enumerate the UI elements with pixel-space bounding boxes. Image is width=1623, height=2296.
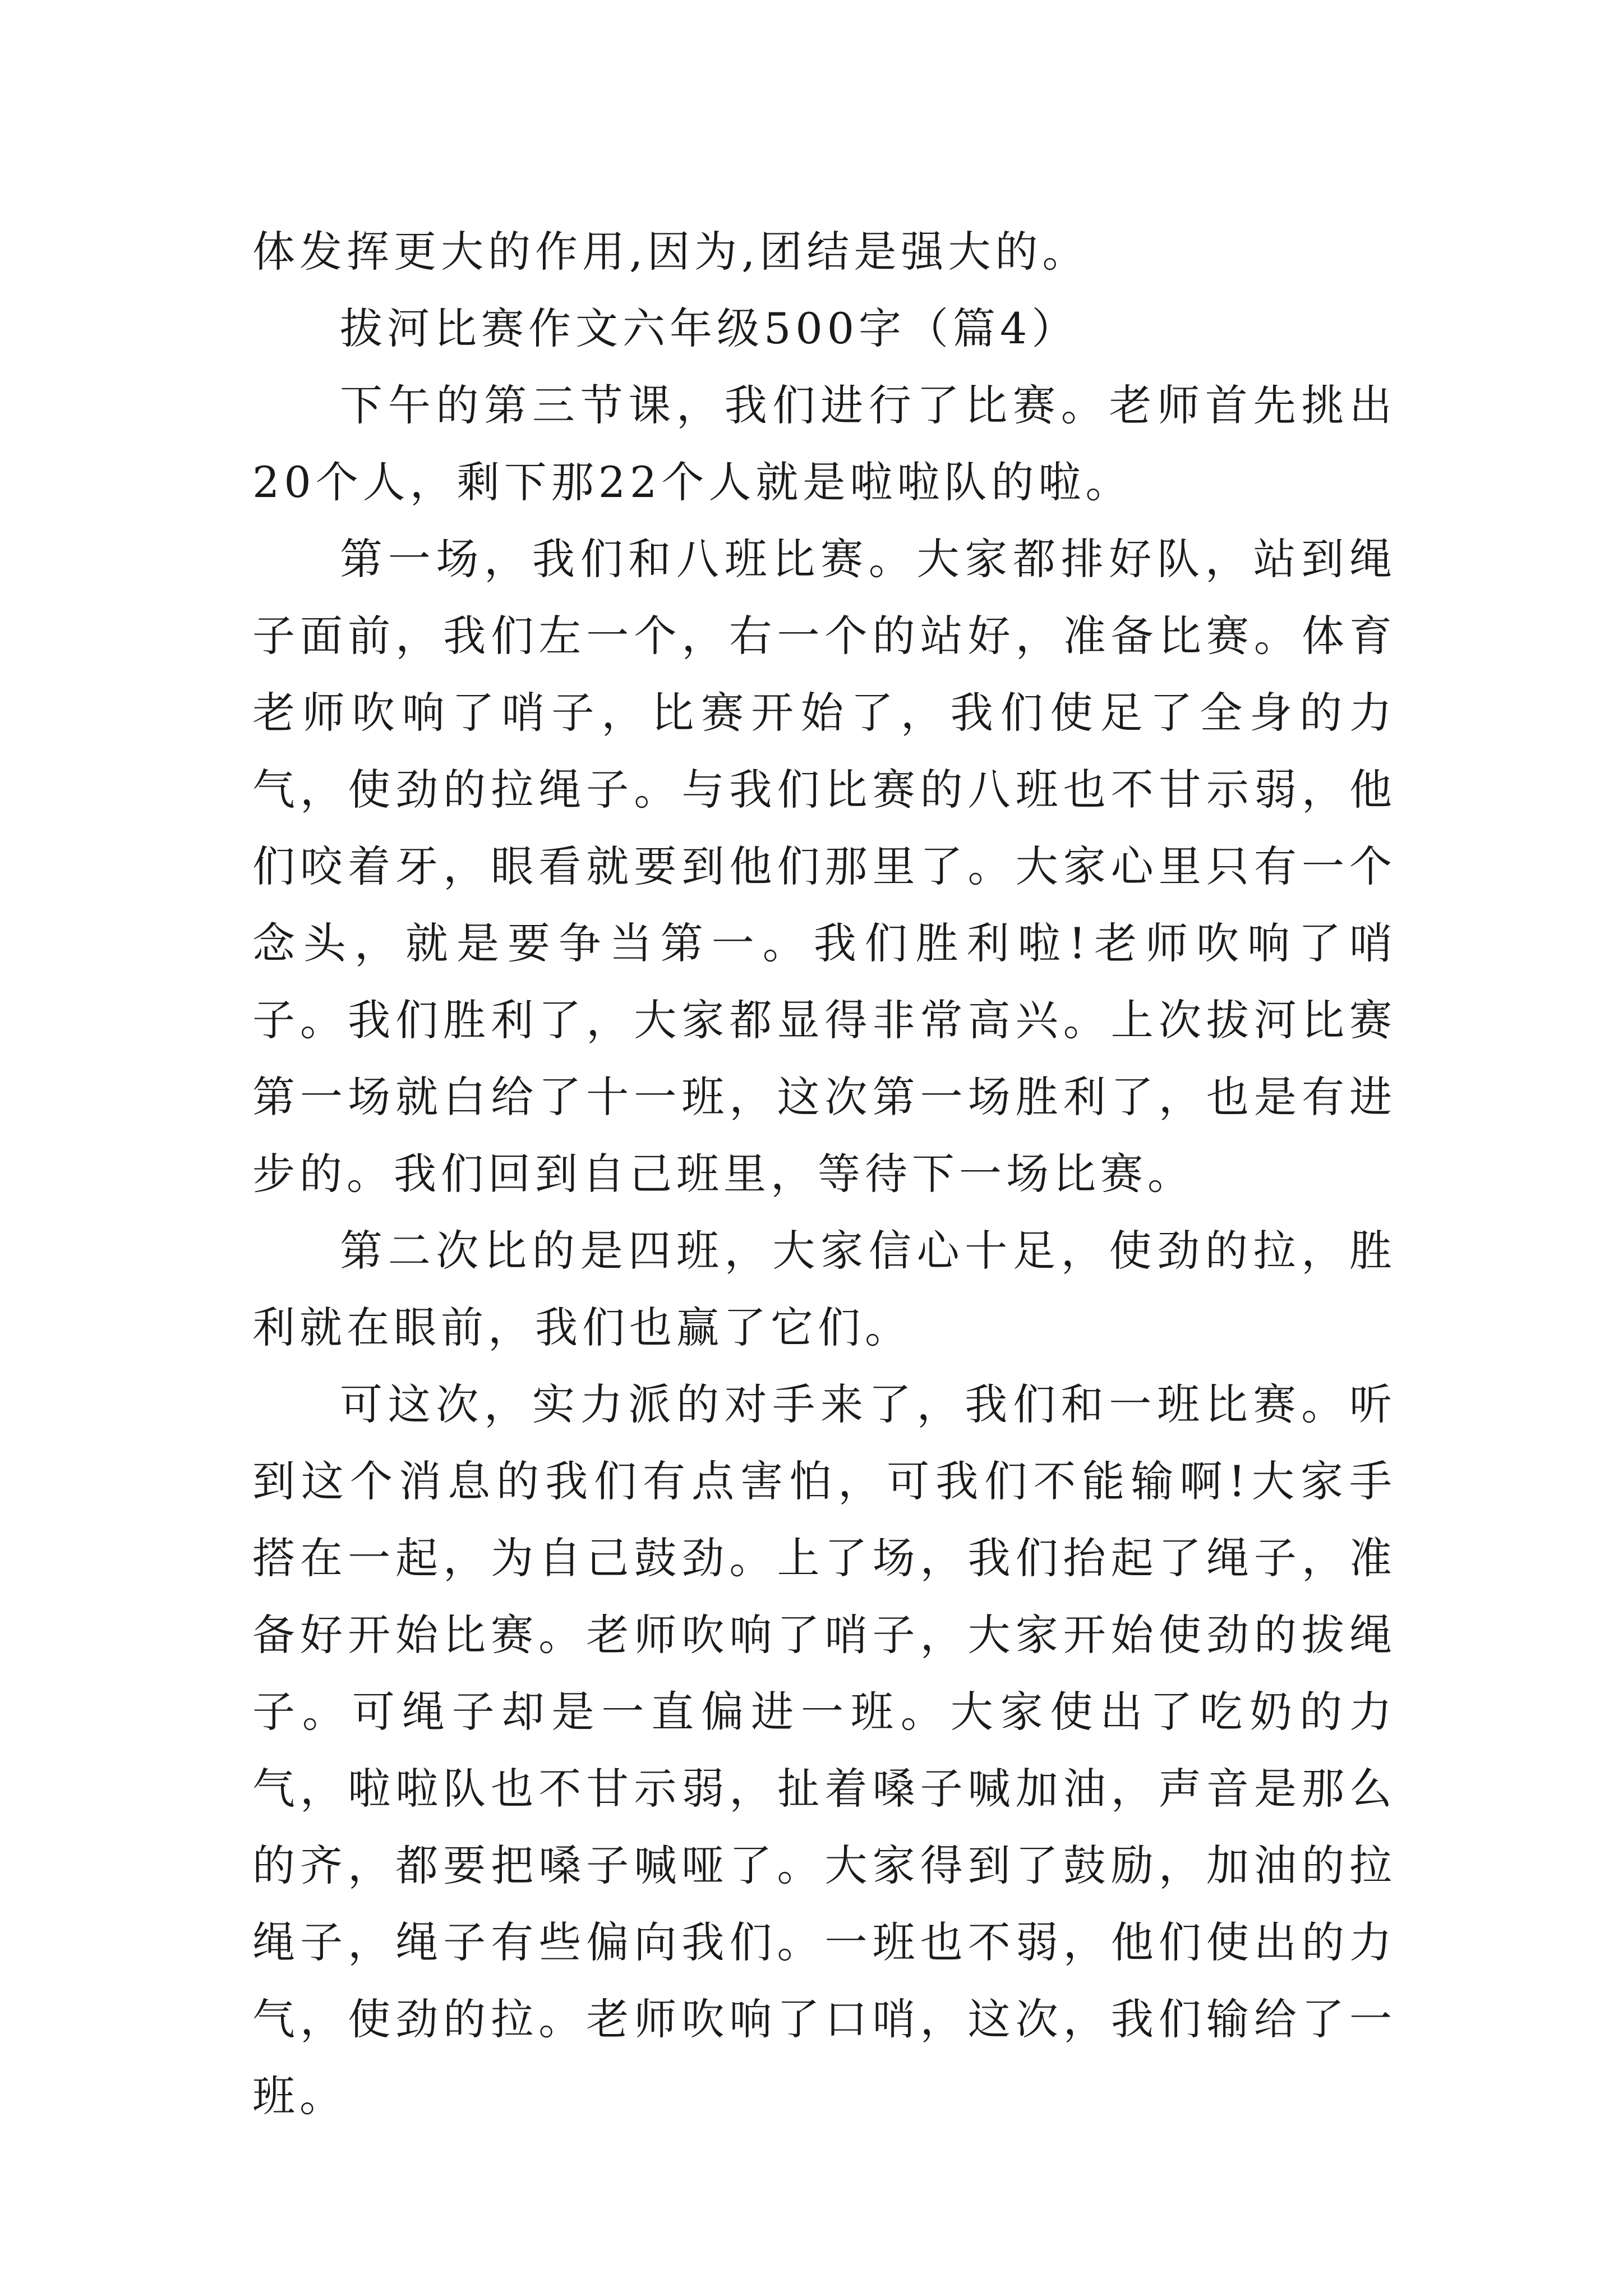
paragraph-first-match: 第一场，我们和八班比赛。大家都排好队，站到绳子面前，我们左一个，右一个的站好，准备比赛。体育老师吹响了哨子，比赛开始了，我们使足了全身的力气，使劲的拉绳子。与我们比赛的八班也不甘示弱，他们咬着牙，眼看就要到他们那里了。大家心里只有一个念头，就是要争当第一。我们胜利啦!老师吹响了哨子。我们胜利了，大家都显得非常高兴。上次拔河比赛第一场就白给了十一班，这次第一场胜利了，也是有进步的。我们回到自己班里，等待下一场比赛。	[252, 534, 1396, 1199]
paragraph-second-match: 第二次比的是四班，大家信心十足，使劲的拉，胜利就在眼前，我们也赢了它们。	[252, 1226, 1396, 1352]
paragraph-continuation: 体发挥更大的作用,因为,团结是强大的。	[252, 227, 1090, 277]
paragraph-intro: 下午的第三节课，我们进行了比赛。老师首先挑出20个人，剩下那22个人就是啦啦队的啦。	[252, 380, 1396, 507]
section-heading: 拔河比赛作文六年级500字（篇4）	[340, 303, 1079, 353]
paragraph-third-match: 可这次，实力派的对手来了，我们和一班比赛。听到这个消息的我们有点害怕，可我们不能输啊!大家手搭在一起，为自己鼓劲。上了场，我们抬起了绳子，准备好开始比赛。老师吹响了哨子，大家开始使劲的拔绳子。可绳子却是一直偏进一班。大家使出了吃奶的力气，啦啦队也不甘示弱，扯着嗓子喊加油，声音是那么的齐，都要把嗓子喊哑了。大家得到了鼓励，加油的拉绳子，绳子有些偏向我们。一班也不弱，他们使出的力气，使劲的拉。老师吹响了口哨，这次，我们输给了一班。	[252, 1379, 1396, 2121]
document-body	[252, 213, 1396, 2134]
